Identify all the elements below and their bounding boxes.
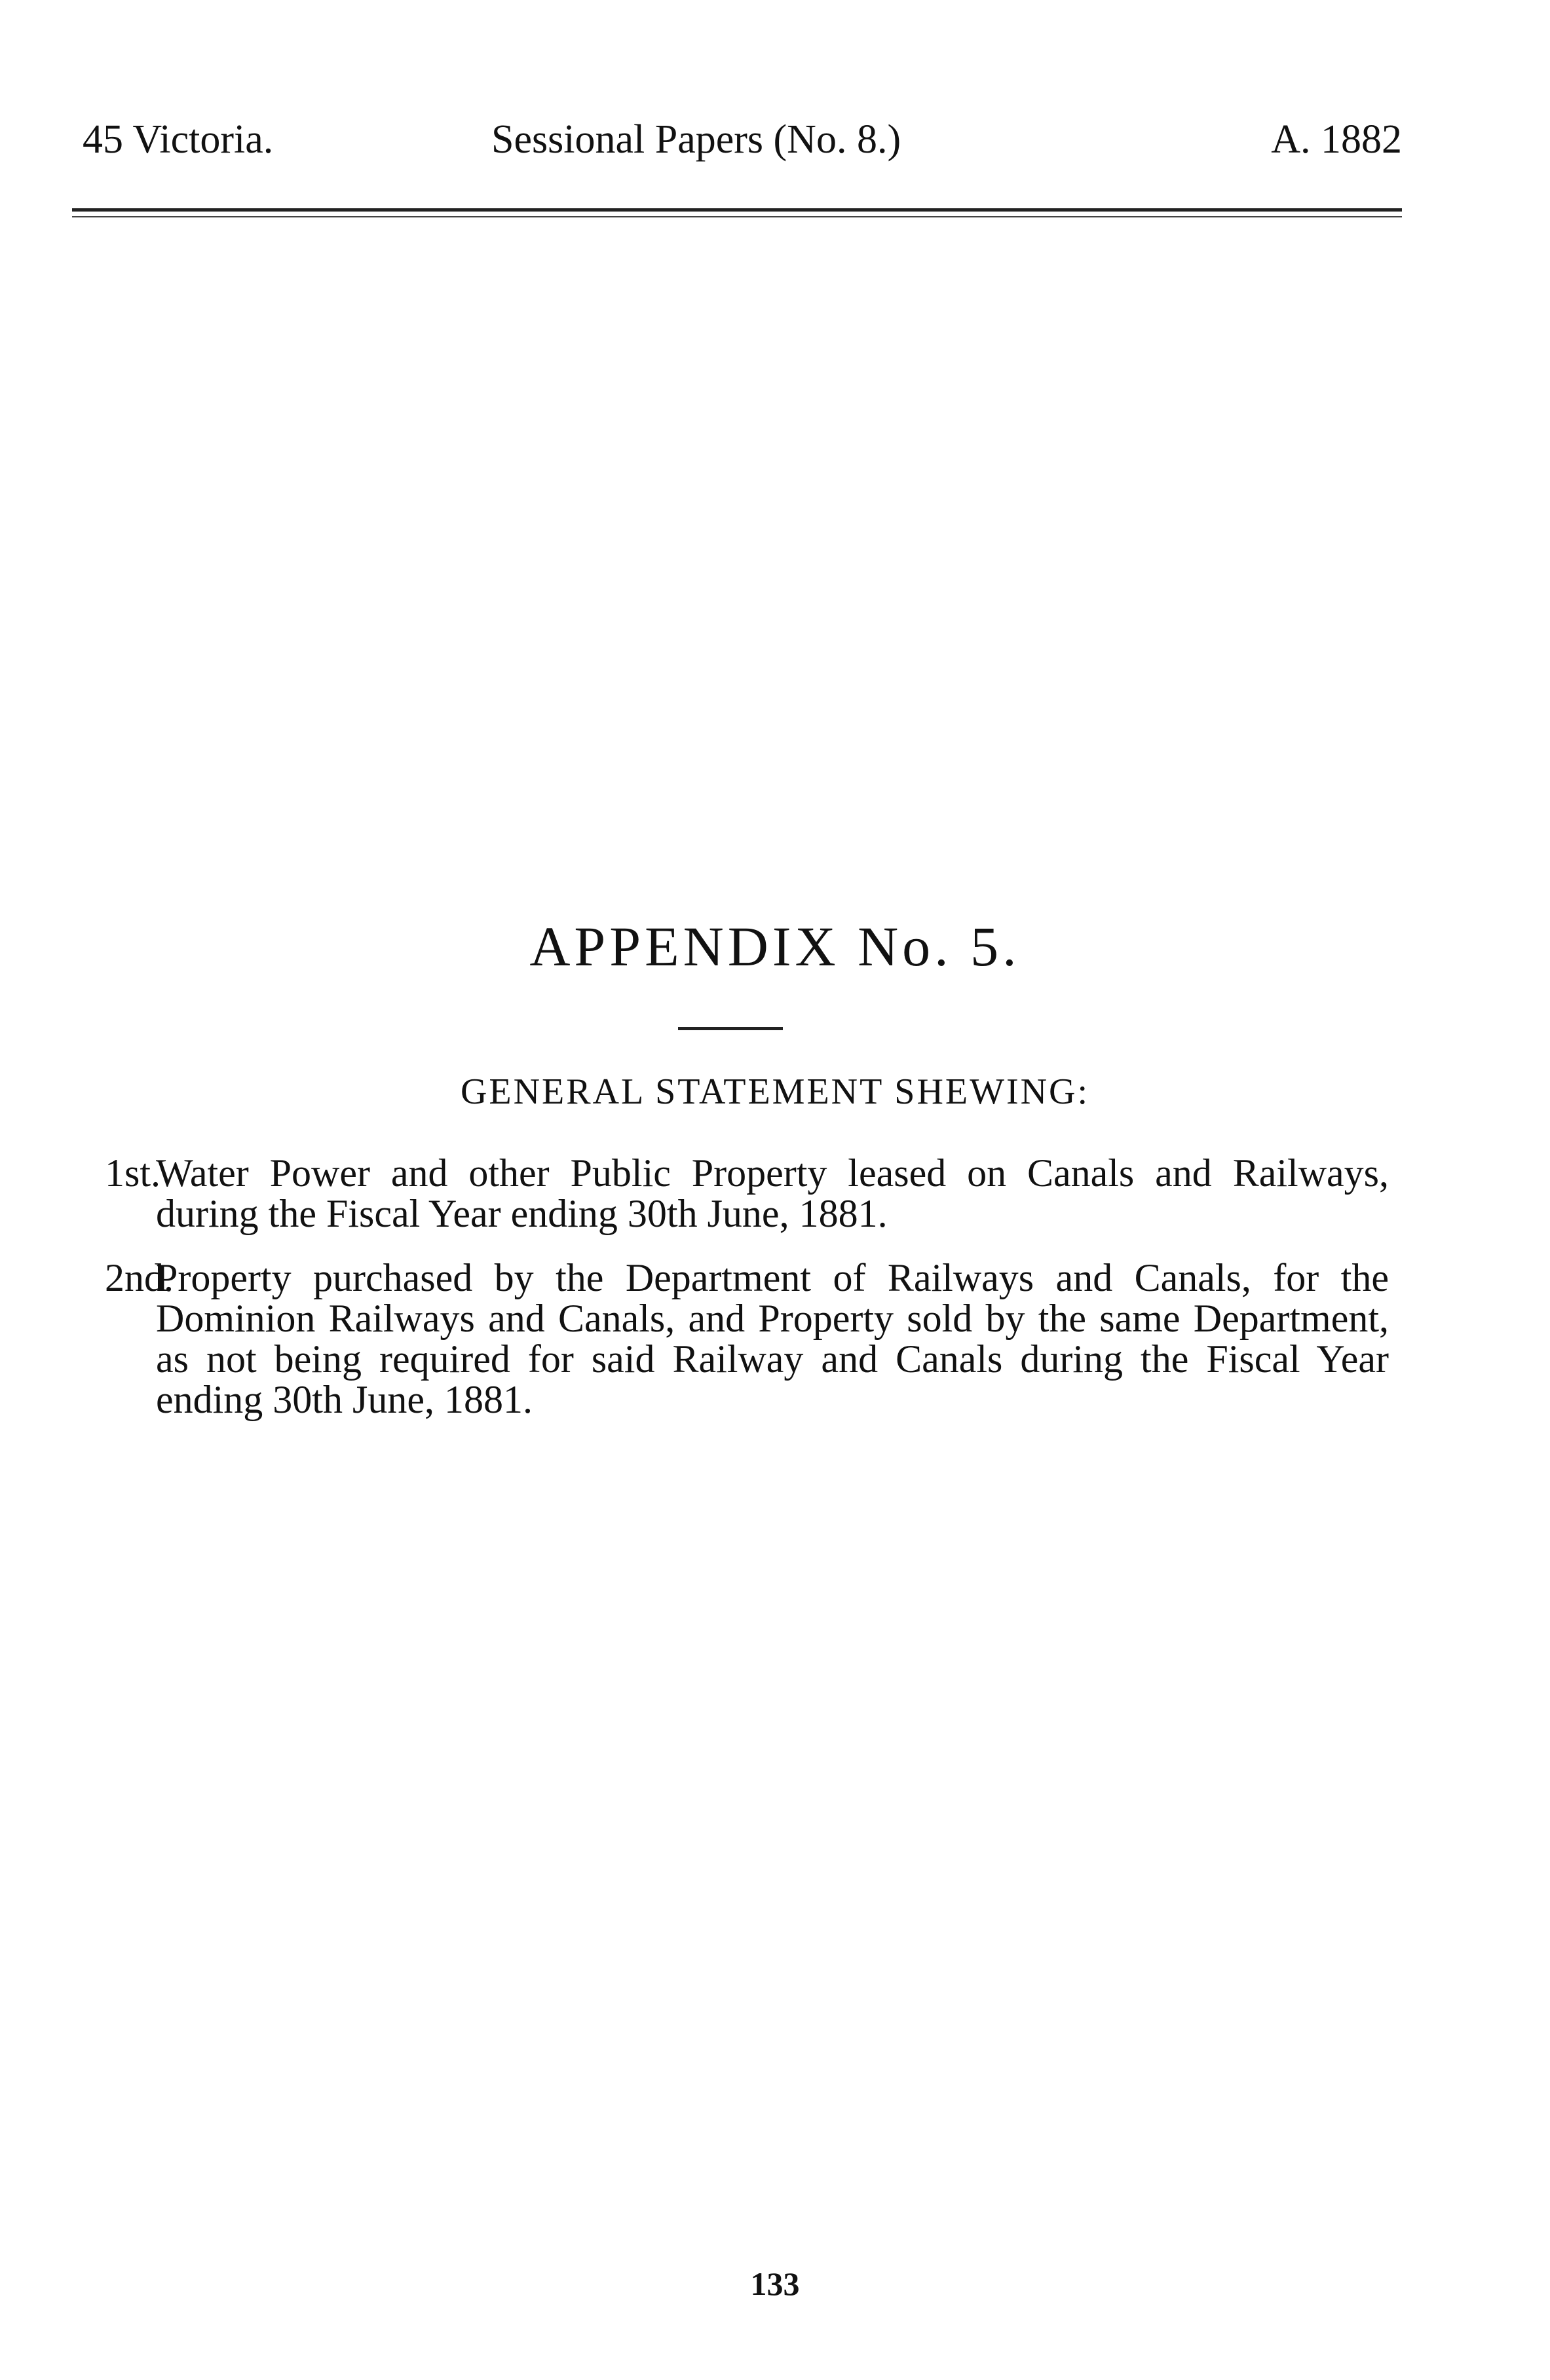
item-number: 2nd. (105, 1256, 174, 1299)
header-year: A. 1882 (1271, 117, 1402, 162)
page-number: 133 (750, 2265, 800, 2302)
item-number: 1st. (105, 1151, 161, 1195)
header-rule (72, 208, 1402, 212)
header-session: 45 Victoria. (83, 117, 274, 162)
statement-heading: GENERAL STATEMENT SHEWING: (460, 1071, 1090, 1112)
running-header (66, 117, 1402, 176)
statement-item (105, 1257, 1389, 1420)
appendix-title: APPENDIX No. 5. (529, 915, 1021, 978)
item-text: Water Power and other Public Property leased on Canals and Railways, during the Fiscal Year ending 30th June, 1881. (156, 1151, 1389, 1235)
item-text: Property purchased by the Department of Railways and Canals, for the Dominion Railways and Canals, and Property sold by the same Department, as not being required for said Railway and Canals during the Fiscal Year ending 30th June, 1881. (156, 1256, 1389, 1421)
header-sessional-papers: Sessional Papers (No. 8.) (491, 117, 901, 162)
title-divider (678, 1027, 783, 1030)
header-rule-thin (72, 216, 1402, 217)
statement-item (105, 1153, 1389, 1234)
